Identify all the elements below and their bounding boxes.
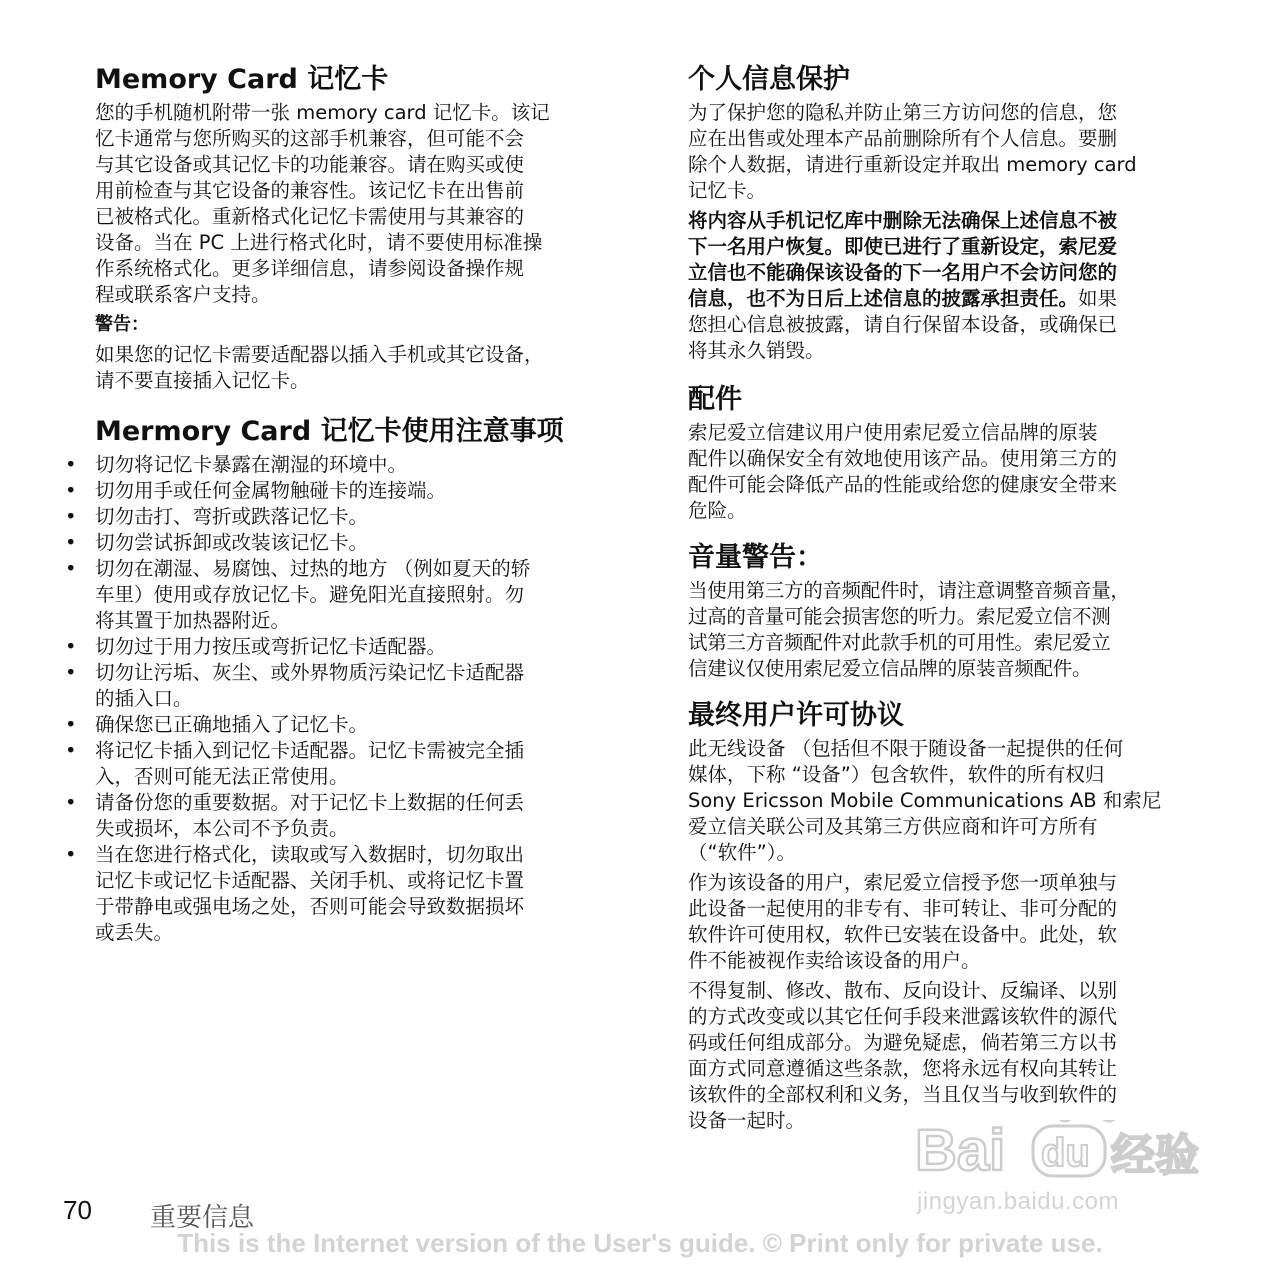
precautions-heading: Mermory Card 记忆卡使用注意事项 [95,416,564,447]
bold-line: 下一名用户恢复。即使已进行了重新设定，索尼爱 [688,235,1118,258]
text-line: 入，否则可能无法正常使用。 [95,765,349,788]
bold-line: 立信也不能确保该设备的下一名用户不会访问您的 [688,261,1118,284]
list-item [65,738,610,790]
text-line: 件不能被视作卖给该设备的用户。 [688,949,981,972]
list-item [65,842,610,946]
text-line: 危险。 [688,499,747,522]
text-line: 您的手机随机附带一张 memory card 记忆卡。该记 [95,101,550,124]
list-item [65,660,610,712]
text-line: 确保您已正确地插入了记忆卡。 [95,713,369,736]
list-item [65,478,610,504]
bullet-icon: • [65,505,77,528]
text-line: 设备一起时。 [688,1109,806,1132]
list-item [65,712,610,738]
accessories-paragraph [688,420,1188,524]
text-line: 切勿击打、弯折或跌落记忆卡。 [95,505,369,528]
text-line: 切勿让污垢、灰尘、或外界物质污染记忆卡适配器 [95,661,525,684]
text-fragment: 如果 [1078,287,1118,310]
text-line: 媒体，下称 “设备”）包含软件，软件的所有权归 [688,763,1105,786]
list-item [65,634,610,660]
text-line: 程或联系客户支持。 [95,283,271,306]
list-item [65,504,610,530]
volume-warning-paragraph [688,578,1188,682]
text-line: 已被格式化。重新格式化记忆卡需使用与其兼容的 [95,205,525,228]
memory-card-body [95,100,610,394]
text-line: 车里）使用或存放记忆卡。避免阳光直接照射。勿 [95,583,525,606]
warning-paragraph [95,342,610,394]
privacy-heading: 个人信息保护 [688,64,850,95]
bullet-icon: • [65,739,77,762]
text-line: 的方式改变或以其它任何手段来泄露该软件的源代 [688,1005,1118,1028]
text-line: 忆卡通常与您所购买的这部手机兼容，但可能不会 [95,127,525,150]
text-line: 记忆卡或记忆卡适配器、关闭手机、或将记忆卡置 [95,869,525,892]
text-line: 切勿在潮湿、易腐蚀、过热的地方 （例如夏天的轿 [95,557,531,580]
text-line: 用前检查与其它设备的兼容性。该记忆卡在出售前 [95,179,525,202]
bold-line: 将内容从手机记忆库中删除无法确保上述信息不被 [688,209,1118,232]
text-line: 为了保护您的隐私并防止第三方访问您的信息，您 [688,101,1118,124]
text-line: 应在出售或处理本产品前删除所有个人信息。要删 [688,127,1118,150]
text-line: 作系统格式化。更多详细信息，请参阅设备操作规 [95,257,525,280]
text-line: 切勿用手或任何金属物触碰卡的连接端。 [95,479,447,502]
text-line: 或丢失。 [95,921,174,944]
text-line: 切勿过于用力按压或弯折记忆卡适配器。 [95,635,447,658]
text-line: 将其置于加热器附近。 [95,609,291,632]
bullet-icon: • [65,843,77,866]
text-line: 请备份您的重要数据。对于记忆卡上数据的任何丢 [95,791,525,814]
text-line: 当在您进行格式化，读取或写入数据时，切勿取出 [95,843,525,866]
svg-text:du: du [1041,1131,1090,1175]
text-line: 失或损坏，本公司不予负责。 [95,817,349,840]
text-line: 软件许可使用权，软件已安装在设备中。此处，软 [688,923,1118,946]
text-line: 面方式同意遵循这些条款，您将永远有权向其转让 [688,1057,1118,1080]
eula-paragraph-1 [688,736,1188,866]
text-line: （“软件”）。 [688,841,796,864]
bullet-icon: • [65,557,77,580]
right-column [688,62,1188,1138]
text-line: 请不要直接插入记忆卡。 [95,369,310,392]
precautions-list [65,452,610,946]
svg-text:Bai: Bai [915,1120,1006,1180]
text-line: 如果您的记忆卡需要适配器以插入手机或其它设备， [95,343,544,366]
text-line: 当使用第三方的音频配件时，请注意调整音频音量， [688,579,1130,602]
bullet-icon: • [65,531,77,554]
page-number: 70 [63,1195,92,1225]
text-line: 索尼爱立信建议用户使用索尼爱立信品牌的原装 [688,421,1098,444]
bullet-icon: • [65,635,77,658]
bullet-icon: • [65,713,77,736]
memory-card-heading: Memory Card 记忆卡 [95,64,389,95]
memory-card-paragraph [95,100,610,308]
baidu-watermark [905,1090,1205,1220]
text-line: 配件以确保安全有效地使用该产品。使用第三方的 [688,447,1118,470]
list-item [65,452,610,478]
accessories-heading: 配件 [688,384,742,415]
privacy-warning-paragraph [688,208,1188,364]
text-line: 作为该设备的用户，索尼爱立信授予您一项单独与 [688,871,1118,894]
text-line: 该软件的全部权利和义务，当且仅当与收到软件的 [688,1083,1118,1106]
text-line: 将其永久销毁。 [688,339,825,362]
warning-label: 警告： [95,314,149,335]
text-line: 过高的音量可能会损害您的听力。索尼爱立信不测 [688,605,1111,628]
print-disclaimer: This is the Internet version of the User's guide. © Print only for private use. [177,1228,1103,1258]
text-line: 您担心信息被披露，请自行保留本设备，或确保已 [688,313,1118,336]
text-line: 的插入口。 [95,687,193,710]
text-line: 切勿将记忆卡暴露在潮湿的环境中。 [95,453,408,476]
bullet-icon: • [65,661,77,684]
list-item [65,556,610,634]
text-line: 于带静电或强电场之处，否则可能会导致数据损坏 [95,895,525,918]
text-line: 信建议仅使用索尼爱立信品牌的原装音频配件。 [688,657,1092,680]
text-line: 设备。当在 PC 上进行格式化时，请不要使用标准操 [95,231,543,254]
left-column [65,62,610,946]
text-line: 切勿尝试拆卸或改装该记忆卡。 [95,531,369,554]
list-item [65,530,610,556]
text-line: 码或任何组成部分。为避免疑虑，倘若第三方以书 [688,1031,1118,1054]
text-line: 此无线设备 （包括但不限于随设备一起提供的任何 [688,737,1124,760]
text-line: 除个人数据，请进行重新设定并取出 memory card [688,153,1137,176]
text-line: 记忆卡。 [688,179,767,202]
bold-line: 信息，也不为日后上述信息的披露承担责任。 [688,287,1079,310]
text-line: 试第三方音频配件对此款手机的可用性。索尼爱立 [688,631,1111,654]
privacy-paragraph [688,100,1188,204]
volume-warning-heading: 音量警告： [688,542,823,573]
list-item [65,790,610,842]
watermark-url: jingyan.baidu.com [917,1188,1119,1215]
eula-heading: 最终用户许可协议 [688,700,904,731]
bullet-icon: • [65,479,77,502]
text-line: Sony Ericsson Mobile Communications AB 和索尼 [688,789,1162,812]
baidu-paw-logo-icon [915,1120,1205,1180]
text-line: 将记忆卡插入到记忆卡适配器。记忆卡需被完全插 [95,739,525,762]
section-title: 重要信息 [150,1203,255,1233]
bullet-icon: • [65,791,77,814]
text-line: 配件可能会降低产品的性能或给您的健康安全带来 [688,473,1118,496]
text-line: 与其它设备或其记忆卡的功能兼容。请在购买或使 [95,153,525,176]
bullet-icon: • [65,453,77,476]
svg-text:经验: 经验 [1111,1130,1199,1180]
text-line: 不得复制、修改、散布、反向设计、反编译、以别 [688,979,1118,1002]
text-line: 此设备一起使用的非专有、非可转让、非可分配的 [688,897,1118,920]
eula-paragraph-2 [688,870,1188,974]
text-line: 爱立信关联公司及其第三方供应商和许可方所有 [688,815,1098,838]
